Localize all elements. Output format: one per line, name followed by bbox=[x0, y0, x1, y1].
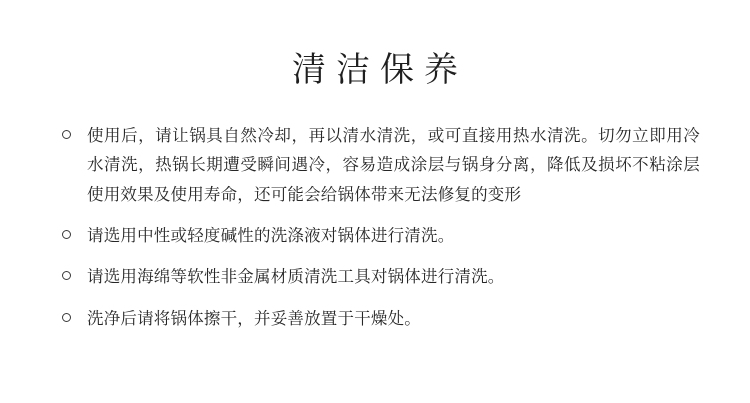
list-item bbox=[50, 262, 700, 291]
circle-outline-icon bbox=[62, 271, 71, 280]
list-item bbox=[50, 121, 700, 209]
page-title: 清洁保养 bbox=[292, 50, 468, 90]
circle-outline-icon bbox=[62, 230, 71, 239]
list-item-text: 请选用海绵等软性非金属材质清洗工具对锅体进行清洗。 bbox=[87, 267, 505, 287]
list-item-text: 使用后，请让锅具自然冷却，再以清水清洗，或可直接用热水清洗。切勿立即用冷水清洗，热锅长期遭受瞬间遇冷，容易造成涂层与锅身分离，降低及损坏不粘涂层使用效果及使用寿命，还可能会给锅体带来无法修复的变形 bbox=[87, 126, 700, 204]
circle-outline-icon bbox=[62, 313, 71, 322]
list-item-text: 洗净后请将锅体擦干，并妥善放置于干燥处。 bbox=[87, 308, 421, 328]
list-item bbox=[50, 304, 700, 333]
list-item bbox=[50, 221, 700, 250]
circle-outline-icon bbox=[62, 130, 71, 139]
list-item-text: 请选用中性或轻度碱性的洗涤液对锅体进行清洗。 bbox=[87, 226, 455, 246]
care-instructions-list bbox=[50, 121, 700, 345]
